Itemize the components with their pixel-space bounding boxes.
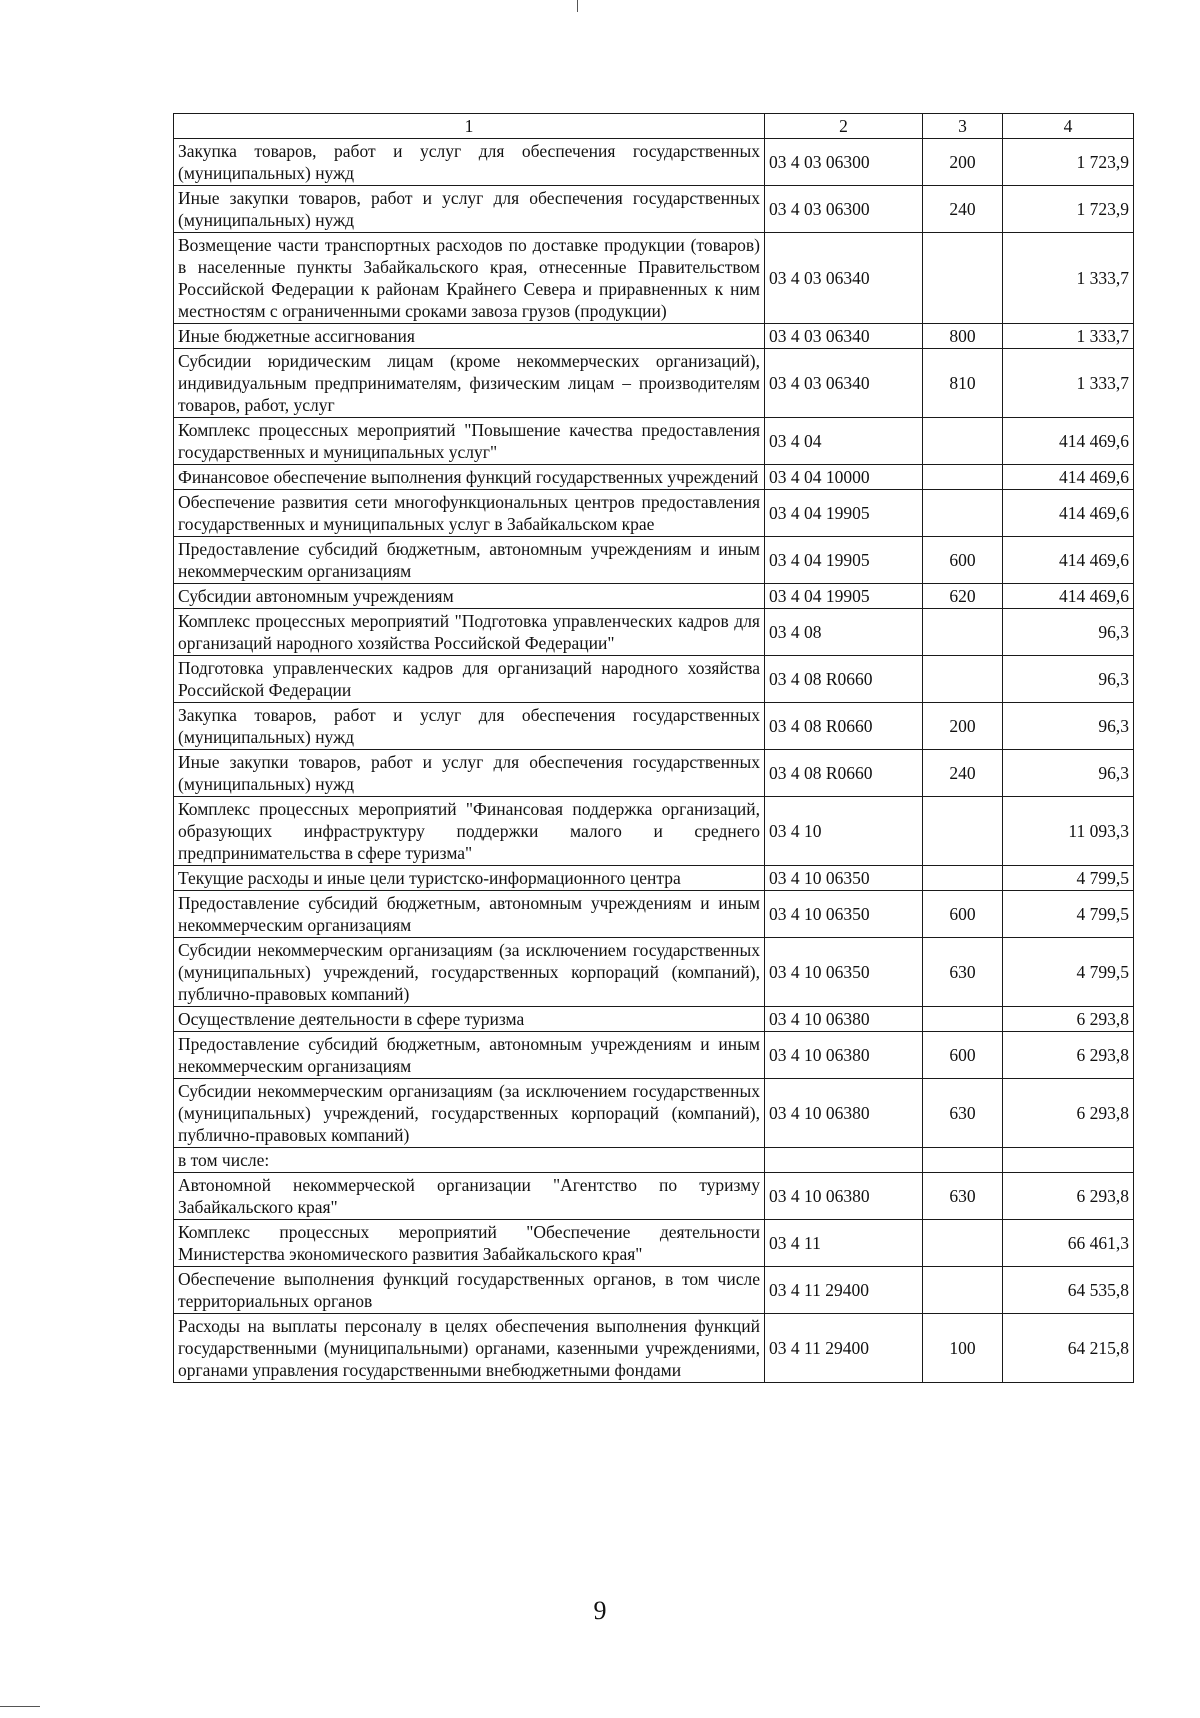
row-sum-cell: 96,3 xyxy=(1003,703,1134,750)
row-code-cell: 03 4 03 06300 xyxy=(765,139,923,186)
row-name-cell: Предоставление субсидий бюджетным, автономным учреждениям и иным некоммерческим организациям xyxy=(174,891,765,938)
row-code-cell: 03 4 10 06350 xyxy=(765,938,923,1007)
row-code-cell: 03 4 10 06350 xyxy=(765,891,923,938)
budget-table xyxy=(173,113,1134,1383)
row-code-cell: 03 4 11 29400 xyxy=(765,1267,923,1314)
row-sum-cell: 4 799,5 xyxy=(1003,866,1134,891)
row-code-cell: 03 4 10 06350 xyxy=(765,866,923,891)
table-row xyxy=(174,656,1134,703)
table-row xyxy=(174,490,1134,537)
row-sum-cell: 64 535,8 xyxy=(1003,1267,1134,1314)
row-type-cell: 100 xyxy=(923,1314,1003,1383)
row-code-cell: 03 4 10 06380 xyxy=(765,1032,923,1079)
row-sum-cell: 414 469,6 xyxy=(1003,584,1134,609)
row-sum-cell: 96,3 xyxy=(1003,656,1134,703)
row-sum-cell: 6 293,8 xyxy=(1003,1173,1134,1220)
row-code-cell: 03 4 10 06380 xyxy=(765,1173,923,1220)
table-row xyxy=(174,1079,1134,1148)
page-number: 9 xyxy=(593,1596,607,1625)
row-type-cell: 630 xyxy=(923,1173,1003,1220)
row-code-cell: 03 4 04 19905 xyxy=(765,537,923,584)
row-type-cell xyxy=(923,490,1003,537)
table-row xyxy=(174,866,1134,891)
row-type-cell: 200 xyxy=(923,139,1003,186)
row-type-cell xyxy=(923,465,1003,490)
table-row xyxy=(174,750,1134,797)
row-sum-cell: 64 215,8 xyxy=(1003,1314,1134,1383)
row-name-cell: Закупка товаров, работ и услуг для обеспечения государственных (муниципальных) нужд xyxy=(174,139,765,186)
row-sum-cell: 1 333,7 xyxy=(1003,349,1134,418)
table-row xyxy=(174,324,1134,349)
row-sum-cell: 11 093,3 xyxy=(1003,797,1134,866)
table-row xyxy=(174,1148,1134,1173)
row-code-cell: 03 4 10 06380 xyxy=(765,1079,923,1148)
row-name-cell: Закупка товаров, работ и услуг для обеспечения государственных (муниципальных) нужд xyxy=(174,703,765,750)
row-sum-cell: 1 333,7 xyxy=(1003,233,1134,324)
row-sum-cell: 6 293,8 xyxy=(1003,1079,1134,1148)
row-name-cell: Обеспечение выполнения функций государственных органов, в том числе территориальных органов xyxy=(174,1267,765,1314)
row-name-cell: Подготовка управленческих кадров для организаций народного хозяйства Российской Федерации xyxy=(174,656,765,703)
table-row xyxy=(174,186,1134,233)
row-name-cell: Комплекс процессных мероприятий "Финансовая поддержка организаций, образующих инфраструктуру поддержки малого и среднего предпринимательства в сфере туризма" xyxy=(174,797,765,866)
row-name-cell: Осуществление деятельности в сфере туризма xyxy=(174,1007,765,1032)
row-name-cell: Предоставление субсидий бюджетным, автономным учреждениям и иным некоммерческим организациям xyxy=(174,1032,765,1079)
column-header: 3 xyxy=(923,114,1003,139)
table-row xyxy=(174,1173,1134,1220)
row-name-cell: Предоставление субсидий бюджетным, автономным учреждениям и иным некоммерческим организациям xyxy=(174,537,765,584)
row-name-cell: Финансовое обеспечение выполнения функций государственных учреждений xyxy=(174,465,765,490)
table-row xyxy=(174,418,1134,465)
row-code-cell: 03 4 04 10000 xyxy=(765,465,923,490)
row-name-cell: в том числе: xyxy=(174,1148,765,1173)
row-code-cell: 03 4 10 xyxy=(765,797,923,866)
row-type-cell xyxy=(923,233,1003,324)
table-row xyxy=(174,1267,1134,1314)
row-name-cell: Субсидии некоммерческим организациям (за исключением государственных (муниципальных) учреждений, государственных корпораций (компаний), публично-правовых компаний) xyxy=(174,938,765,1007)
table-row xyxy=(174,703,1134,750)
column-header: 1 xyxy=(174,114,765,139)
row-code-cell: 03 4 08 R0660 xyxy=(765,750,923,797)
row-type-cell xyxy=(923,656,1003,703)
row-sum-cell: 414 469,6 xyxy=(1003,465,1134,490)
row-sum-cell: 96,3 xyxy=(1003,750,1134,797)
row-code-cell: 03 4 03 06340 xyxy=(765,233,923,324)
row-name-cell: Субсидии автономным учреждениям xyxy=(174,584,765,609)
row-name-cell: Комплекс процессных мероприятий "Повышение качества предоставления государственных и муниципальных услуг" xyxy=(174,418,765,465)
row-code-cell: 03 4 08 xyxy=(765,609,923,656)
row-sum-cell: 66 461,3 xyxy=(1003,1220,1134,1267)
row-name-cell: Иные закупки товаров, работ и услуг для обеспечения государственных (муниципальных) нужд xyxy=(174,186,765,233)
row-sum-cell: 414 469,6 xyxy=(1003,537,1134,584)
table-row xyxy=(174,891,1134,938)
row-code-cell: 03 4 04 19905 xyxy=(765,490,923,537)
row-type-cell: 620 xyxy=(923,584,1003,609)
row-sum-cell: 1 723,9 xyxy=(1003,186,1134,233)
row-code-cell: 03 4 08 R0660 xyxy=(765,656,923,703)
row-code-cell: 03 4 03 06300 xyxy=(765,186,923,233)
scan-artifact xyxy=(577,0,578,12)
row-type-cell xyxy=(923,1007,1003,1032)
row-code-cell xyxy=(765,1148,923,1173)
table-row xyxy=(174,1007,1134,1032)
row-sum-cell: 1 723,9 xyxy=(1003,139,1134,186)
row-type-cell: 810 xyxy=(923,349,1003,418)
row-name-cell: Обеспечение развития сети многофункциональных центров предоставления государственных и муниципальных услуг в Забайкальском крае xyxy=(174,490,765,537)
row-type-cell xyxy=(923,418,1003,465)
table-row xyxy=(174,797,1134,866)
table-row xyxy=(174,349,1134,418)
column-header: 4 xyxy=(1003,114,1134,139)
table-row xyxy=(174,609,1134,656)
row-name-cell: Субсидии юридическим лицам (кроме некоммерческих организаций), индивидуальным предпринимателям, физическим лицам – производителям товаров, работ, услуг xyxy=(174,349,765,418)
row-sum-cell: 96,3 xyxy=(1003,609,1134,656)
row-type-cell xyxy=(923,609,1003,656)
row-name-cell: Возмещение части транспортных расходов по доставке продукции (товаров) в населенные пункты Забайкальского края, отнесенные Правительством Российской Федерации к районам Крайнего Севера и приравненных к ним местностям с ограниченными сроками завоза грузов (продукции) xyxy=(174,233,765,324)
row-type-cell: 600 xyxy=(923,1032,1003,1079)
row-type-cell: 630 xyxy=(923,1079,1003,1148)
row-sum-cell: 6 293,8 xyxy=(1003,1007,1134,1032)
table-row xyxy=(174,1220,1134,1267)
row-code-cell: 03 4 04 xyxy=(765,418,923,465)
row-type-cell xyxy=(923,797,1003,866)
row-code-cell: 03 4 11 xyxy=(765,1220,923,1267)
row-sum-cell: 4 799,5 xyxy=(1003,938,1134,1007)
row-type-cell xyxy=(923,866,1003,891)
row-type-cell xyxy=(923,1220,1003,1267)
table-row xyxy=(174,938,1134,1007)
row-type-cell: 600 xyxy=(923,891,1003,938)
column-header: 2 xyxy=(765,114,923,139)
table-row xyxy=(174,1314,1134,1383)
table-row xyxy=(174,537,1134,584)
table-row xyxy=(174,139,1134,186)
row-name-cell: Иные закупки товаров, работ и услуг для обеспечения государственных (муниципальных) нужд xyxy=(174,750,765,797)
row-code-cell: 03 4 08 R0660 xyxy=(765,703,923,750)
row-code-cell: 03 4 03 06340 xyxy=(765,349,923,418)
row-type-cell: 200 xyxy=(923,703,1003,750)
row-sum-cell xyxy=(1003,1148,1134,1173)
row-name-cell: Иные бюджетные ассигнования xyxy=(174,324,765,349)
row-code-cell: 03 4 03 06340 xyxy=(765,324,923,349)
row-type-cell xyxy=(923,1267,1003,1314)
table-row xyxy=(174,1032,1134,1079)
row-name-cell: Автономной некоммерческой организации "Агентство по туризму Забайкальского края" xyxy=(174,1173,765,1220)
row-sum-cell: 4 799,5 xyxy=(1003,891,1134,938)
table-row xyxy=(174,584,1134,609)
row-type-cell: 240 xyxy=(923,750,1003,797)
table-body xyxy=(174,139,1134,1383)
row-sum-cell: 414 469,6 xyxy=(1003,490,1134,537)
row-type-cell: 600 xyxy=(923,537,1003,584)
table-row xyxy=(174,233,1134,324)
row-code-cell: 03 4 11 29400 xyxy=(765,1314,923,1383)
row-type-cell: 800 xyxy=(923,324,1003,349)
table-row xyxy=(174,465,1134,490)
row-type-cell: 240 xyxy=(923,186,1003,233)
scan-artifact xyxy=(0,1706,40,1707)
table-header-row xyxy=(174,114,1134,139)
row-name-cell: Комплекс процессных мероприятий "Обеспечение деятельности Министерства экономического развития Забайкальского края" xyxy=(174,1220,765,1267)
row-sum-cell: 414 469,6 xyxy=(1003,418,1134,465)
row-code-cell: 03 4 04 19905 xyxy=(765,584,923,609)
row-name-cell: Субсидии некоммерческим организациям (за исключением государственных (муниципальных) учреждений, государственных корпораций (компаний), публично-правовых компаний) xyxy=(174,1079,765,1148)
row-type-cell: 630 xyxy=(923,938,1003,1007)
row-name-cell: Комплекс процессных мероприятий "Подготовка управленческих кадров для организаций народного хозяйства Российской Федерации" xyxy=(174,609,765,656)
row-name-cell: Текущие расходы и иные цели туристско-информационного центра xyxy=(174,866,765,891)
row-code-cell: 03 4 10 06380 xyxy=(765,1007,923,1032)
row-sum-cell: 1 333,7 xyxy=(1003,324,1134,349)
row-name-cell: Расходы на выплаты персоналу в целях обеспечения выполнения функций государственными (муниципальными) органами, казенными учреждениями, органами управления государственными внебюджетными фондами xyxy=(174,1314,765,1383)
row-type-cell xyxy=(923,1148,1003,1173)
row-sum-cell: 6 293,8 xyxy=(1003,1032,1134,1079)
